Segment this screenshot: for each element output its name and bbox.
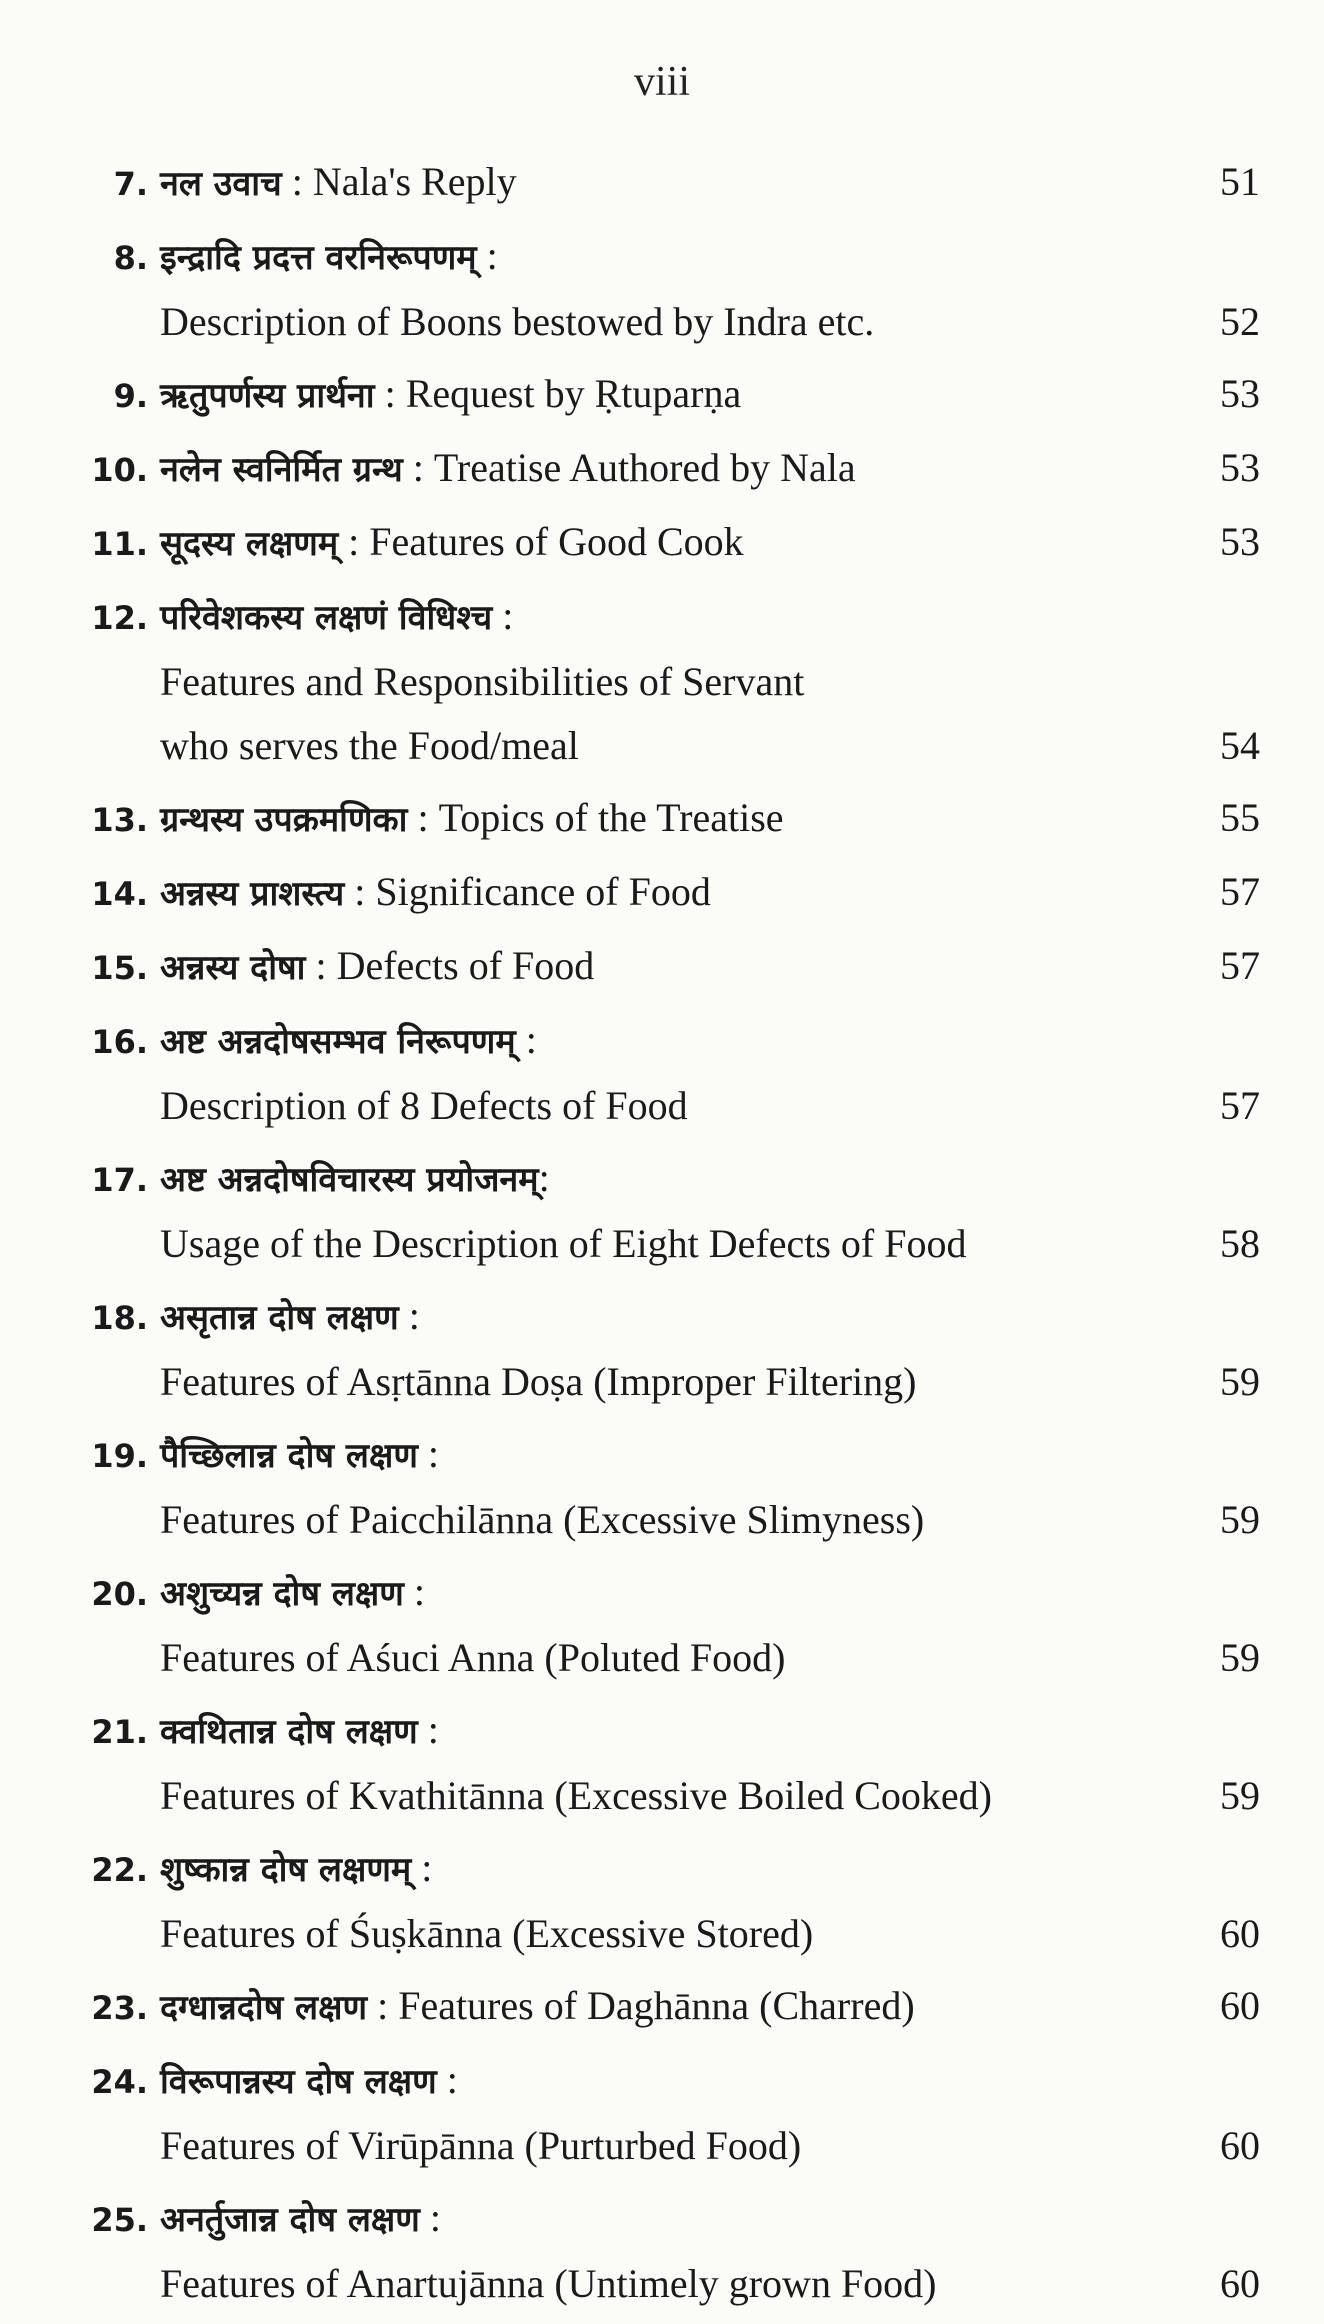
entry-english-title: : <box>417 1707 439 1752</box>
entry-sanskrit-title: सूदस्य लक्षणम् <box>160 524 339 564</box>
entry-number: 11. <box>91 525 148 563</box>
entry-english-description: Description of Boons bestowed by Indra etc. <box>160 299 875 344</box>
entry-page-number: 57 <box>1220 869 1260 914</box>
toc-entry <box>70 934 1260 1000</box>
entry-sanskrit-title: शुष्कान्न दोष लक्षणम् <box>160 1850 412 1890</box>
entry-english-title: : <box>419 2195 441 2240</box>
entry-number: 8. <box>113 239 148 277</box>
entry-english-description: Features of Aśuci Anna (Poluted Food) <box>160 1635 786 1680</box>
entry-number: 21. <box>91 1713 148 1751</box>
toc-entry-continuation <box>70 2114 1260 2178</box>
entry-page-number: 57 <box>1220 1083 1260 1128</box>
table-of-contents <box>70 150 1260 2324</box>
toc-entry <box>70 1008 1260 1138</box>
entry-number: 7. <box>113 165 148 203</box>
entry-sanskrit-title: अष्ट अन्नदोषविचारस्य प्रयोजनम् <box>160 1160 539 1200</box>
entry-number: 24. <box>91 2063 148 2101</box>
toc-entry-line <box>70 362 1260 428</box>
entry-english-title: : Treatise Authored by Nala <box>402 445 856 490</box>
toc-entry-line <box>70 1146 1260 1212</box>
entry-title <box>160 436 1180 502</box>
entry-english-description: Features of Śuṣkānna (Excessive Stored) <box>160 1911 814 1956</box>
entry-number: 22. <box>91 1851 148 1889</box>
entry-title <box>160 1422 1180 1488</box>
entry-sanskrit-title: अशुच्यन्न दोष लक्षण <box>160 1574 404 1614</box>
entry-english-title: : <box>492 593 514 638</box>
toc-entry-line <box>70 1698 1260 1764</box>
entry-english-title: : <box>403 1569 425 1614</box>
entry-page-number: 53 <box>1220 371 1260 416</box>
entry-page-number: 59 <box>1220 1497 1260 1542</box>
toc-entry <box>70 436 1260 502</box>
entry-page-number: 52 <box>1220 299 1260 344</box>
page-number: viii <box>633 59 690 105</box>
entry-sanskrit-title: नलेन स्वनिर्मित ग्रन्थ <box>160 450 403 490</box>
entry-title <box>160 1836 1180 1902</box>
entry-title <box>160 150 1180 216</box>
entry-english-title: : Features of Daghānna (Charred) <box>367 1983 915 2028</box>
entry-page-number: 60 <box>1220 2123 1260 2168</box>
toc-entry-continuation <box>70 1488 1260 1552</box>
entry-english-title: : <box>436 2057 458 2102</box>
entry-page-number: 59 <box>1220 1359 1260 1404</box>
toc-entry-line <box>70 224 1260 290</box>
entry-page-number: 60 <box>1220 2261 1260 2306</box>
entry-english-description: Features of Asṛtānna Doṣa (Improper Filtering) <box>160 1359 917 1404</box>
entry-english-title: : Topics of the Treatise <box>407 795 784 840</box>
toc-entry <box>70 1146 1260 1276</box>
entry-number: 12. <box>91 599 148 637</box>
entry-title <box>160 1146 1180 1212</box>
entry-title <box>160 2186 1180 2252</box>
entry-page-number: 59 <box>1220 1635 1260 1680</box>
entry-title <box>160 1284 1180 1350</box>
entry-title <box>160 860 1180 926</box>
toc-entry <box>70 362 1260 428</box>
entry-title <box>160 934 1180 1000</box>
toc-entry-line <box>70 436 1260 502</box>
entry-title <box>160 224 1180 290</box>
entry-english-description: Features of Virūpānna (Purturbed Food) <box>160 2123 802 2168</box>
toc-entry <box>70 786 1260 852</box>
entry-page-number: 53 <box>1220 519 1260 564</box>
entry-english-title: : Features of Good Cook <box>338 519 744 564</box>
toc-entry <box>70 1422 1260 1552</box>
entry-english-title: : Defects of Food <box>305 943 595 988</box>
entry-english-title: : <box>476 233 498 278</box>
entry-page-number: 51 <box>1220 159 1260 204</box>
toc-entry-continuation <box>70 650 1260 714</box>
entry-sanskrit-title: अष्ट अन्नदोषसम्भव निरूपणम् <box>160 1022 516 1062</box>
toc-entry-line <box>70 1560 1260 1626</box>
toc-entry-line <box>70 2048 1260 2114</box>
toc-entry <box>70 1974 1260 2040</box>
entry-sanskrit-title: ऋतुपर्णस्य प्रार्थना <box>160 376 375 416</box>
entry-number: 16. <box>91 1023 148 1061</box>
toc-entry-line <box>70 510 1260 576</box>
entry-english-title: : <box>411 1845 433 1890</box>
toc-entry-continuation <box>70 1212 1260 1276</box>
toc-entry-line <box>70 150 1260 216</box>
entry-sanskrit-title: अन्नस्य दोषा <box>160 948 306 988</box>
toc-entry <box>70 150 1260 216</box>
toc-entry-line <box>70 1284 1260 1350</box>
toc-entry <box>70 584 1260 778</box>
toc-entry <box>70 1284 1260 1414</box>
toc-entry-line <box>70 1422 1260 1488</box>
toc-entry <box>70 2186 1260 2316</box>
entry-number: 18. <box>91 1299 148 1337</box>
entry-sanskrit-title: विरूपान्नस्य दोष लक्षण <box>160 2062 437 2102</box>
entry-number: 15. <box>91 949 148 987</box>
entry-english-description: Features of Anartujānna (Untimely grown Food) <box>160 2261 937 2306</box>
entry-page-number: 60 <box>1220 1983 1260 2028</box>
toc-entry <box>70 224 1260 354</box>
entry-english-title: : <box>515 1017 537 1062</box>
entry-english-description: Usage of the Description of Eight Defects of Food <box>160 1221 967 1266</box>
entry-page-number: 59 <box>1220 1773 1260 1818</box>
entry-title <box>160 1698 1180 1764</box>
entry-number: 20. <box>91 1575 148 1613</box>
entry-title <box>160 510 1180 576</box>
entry-page-number: 53 <box>1220 445 1260 490</box>
toc-entry-continuation <box>70 714 1260 778</box>
entry-number: 9. <box>113 377 148 415</box>
entry-english-description: who serves the Food/meal <box>160 723 579 768</box>
entry-sanskrit-title: नल उवाच <box>160 164 282 204</box>
entry-sanskrit-title: पैच्छिलान्न दोष लक्षण <box>160 1436 418 1476</box>
entry-number: 17. <box>91 1161 148 1199</box>
entry-number: 25. <box>91 2201 148 2239</box>
toc-entry <box>70 510 1260 576</box>
entry-sanskrit-title: क्वथितान्न दोष लक्षण <box>160 1712 418 1752</box>
entry-title <box>160 1974 1180 2040</box>
entry-english-title: : Nala's Reply <box>281 159 517 204</box>
entry-sanskrit-title: ग्रन्थस्य उपक्रमणिका <box>160 800 408 840</box>
entry-english-description: Features of Kvathitānna (Excessive Boiled Cooked) <box>160 1773 992 1818</box>
entry-sanskrit-title: अनर्तुजान्न दोष लक्षण <box>160 2200 420 2240</box>
entry-title <box>160 786 1180 852</box>
entry-title <box>160 2048 1180 2114</box>
entry-number: 14. <box>91 875 148 913</box>
toc-entry-line <box>70 2186 1260 2252</box>
toc-entry-continuation <box>70 1626 1260 1690</box>
toc-entry-continuation <box>70 290 1260 354</box>
entry-number: 10. <box>91 451 148 489</box>
toc-entry-line <box>70 1008 1260 1074</box>
entry-page-number: 60 <box>1220 1911 1260 1956</box>
entry-number: 23. <box>91 1989 148 2027</box>
entry-sanskrit-title: दग्धान्नदोष लक्षण <box>160 1988 368 2028</box>
entry-number: 13. <box>91 801 148 839</box>
entry-title <box>160 1008 1180 1074</box>
toc-entry-continuation <box>70 1902 1260 1966</box>
entry-english-description: Features and Responsibilities of Servant <box>160 659 805 704</box>
entry-number: 19. <box>91 1437 148 1475</box>
toc-entry <box>70 1698 1260 1828</box>
toc-entry-continuation <box>70 1764 1260 1828</box>
entry-page-number: 54 <box>1220 723 1260 768</box>
toc-entry-line <box>70 786 1260 852</box>
toc-entry-continuation <box>70 1350 1260 1414</box>
entry-page-number: 57 <box>1220 943 1260 988</box>
toc-entry-line <box>70 584 1260 650</box>
entry-sanskrit-title: असृतान्न दोष लक्षण <box>160 1298 399 1338</box>
toc-entry-continuation <box>70 2252 1260 2316</box>
entry-sanskrit-title: अन्नस्य प्राशस्त्य <box>160 874 345 914</box>
entry-english-title: : Significance of Food <box>344 869 711 914</box>
entry-english-description: Description of 8 Defects of Food <box>160 1083 688 1128</box>
entry-sanskrit-title: परिवेशकस्य लक्षणं विधिश्च <box>160 598 493 638</box>
entry-sanskrit-title: इन्द्रादि प्रदत्त वरनिरूपणम् <box>160 238 477 278</box>
toc-entry-continuation <box>70 1074 1260 1138</box>
entry-title <box>160 362 1180 428</box>
toc-entry <box>70 1560 1260 1690</box>
toc-entry <box>70 1836 1260 1966</box>
toc-entry-line <box>70 1974 1260 2040</box>
entry-page-number: 58 <box>1220 1221 1260 1266</box>
entry-english-description: Features of Paicchilānna (Excessive Slimyness) <box>160 1497 925 1542</box>
entry-page-number: 55 <box>1220 795 1260 840</box>
toc-entry-line <box>70 1836 1260 1902</box>
toc-entry-line <box>70 934 1260 1000</box>
entry-title <box>160 1560 1180 1626</box>
entry-english-title: : <box>417 1431 440 1476</box>
toc-entry <box>70 2048 1260 2178</box>
entry-english-title: : Request by Ṛtuparṇa <box>374 371 742 416</box>
entry-english-title: : <box>538 1155 550 1200</box>
entry-english-title: : <box>398 1293 420 1338</box>
entry-title <box>160 584 1180 650</box>
toc-entry <box>70 860 1260 926</box>
toc-entry-line <box>70 860 1260 926</box>
